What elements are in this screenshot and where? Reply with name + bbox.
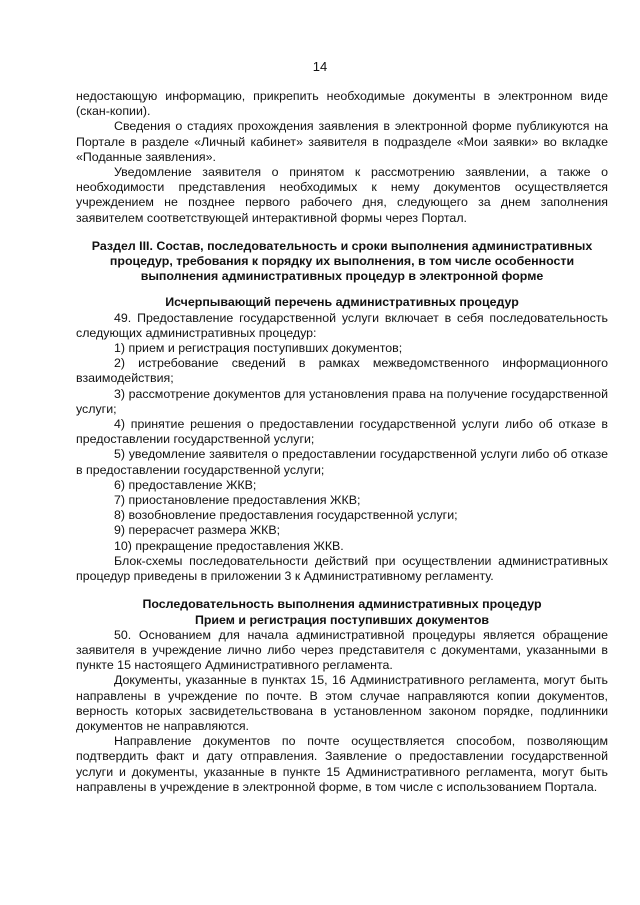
spacer [76, 584, 608, 597]
closing-paragraph: 50. Основанием для начала административной процедуры является обращение заявителя в учреждение лично либо через представителя с документами, указанными в пункте 15 настоящего Административного регламента. [76, 627, 608, 673]
intro-paragraph: Сведения о стадиях прохождения заявления в электронной форме публикуются на Портале в разделе «Личный кабинет» заявителя в подразделе «Мои заявки» во вкладке «Поданные заявления». [76, 119, 608, 164]
document-body [76, 89, 608, 795]
procedure-item: 7) приостановление предоставления ЖКВ; [114, 493, 361, 508]
procedure-item: 8) возобновление предоставления государственной услуги; [114, 508, 458, 523]
page-number: 14 [312, 59, 328, 74]
intro-paragraph: Уведомление заявителя о принятом к рассмотрению заявлении, а также о необходимости представления необходимых к нему документов осуществляется учреждением не позднее первого рабочего дня, следующего за днем заполнения заявителем соответствующей интерактивной формы через Портал. [76, 165, 608, 225]
paragraph-49: 49. Предоставление государственной услуги включает в себя последовательность следующих административных процедур: [76, 310, 608, 340]
list-heading: Исчерпывающий перечень административных процедур [165, 295, 519, 310]
closing-paragraph: Документы, указанные в пунктах 15, 16 Административного регламента, могут быть направлены в учреждение по почте. В этом случае направляются копии документов, верность которых засвидетельствована в установленном законом порядке, подлинники документов не направляются. [76, 673, 608, 733]
sequence-heading: Последовательность выполнения административных процедур [142, 597, 542, 612]
procedure-item: 5) уведомление заявителя о предоставлении государственной услуги либо об отказе в предоставлении государственной услуги; [76, 447, 608, 477]
closing-paragraph: Направление документов по почте осуществляется способом, позволяющим подтвердить факт и дату отправления. Заявление о предоставлении государственной услуги и документы, указанные в пункте 15 Административного регламента, могут быть направлены в учреждение в электронной форме, в том числе с использованием Портала. [76, 734, 608, 794]
intro-paragraph: недостающую информацию, прикрепить необходимые документы в электронном виде (скан-копии). [76, 89, 608, 119]
procedure-item: 1) прием и регистрация поступивших документов; [114, 341, 403, 356]
spacer [76, 226, 608, 239]
procedure-item: 6) предоставление ЖКВ; [114, 477, 257, 492]
sequence-subheading: Прием и регистрация поступивших документов [194, 612, 490, 627]
spacer [76, 284, 608, 295]
procedure-item: 10) прекращение предоставления ЖКВ. [114, 538, 344, 553]
procedure-item: 3) рассмотрение документов для установления права на получение государственной услуги; [76, 386, 608, 416]
section-title: Раздел III. Состав, последовательность и сроки выполнения административных процедур, требования к порядку их выполнения, в том числе особенности выполнения административных процедур в электронной форме [91, 238, 593, 284]
procedure-item: 2) истребование сведений в рамках межведомственного информационного взаимодействия; [76, 356, 608, 386]
flowchart-note: Блок-схемы последовательности действий при осуществлении административных процедур приведены в приложении 3 к Административному регламенту. [76, 553, 608, 584]
procedure-item: 4) принятие решения о предоставлении государственной услуги либо об отказе в предоставлении государственной услуги; [76, 417, 608, 447]
procedure-item: 9) перерасчет размера ЖКВ; [114, 523, 281, 538]
